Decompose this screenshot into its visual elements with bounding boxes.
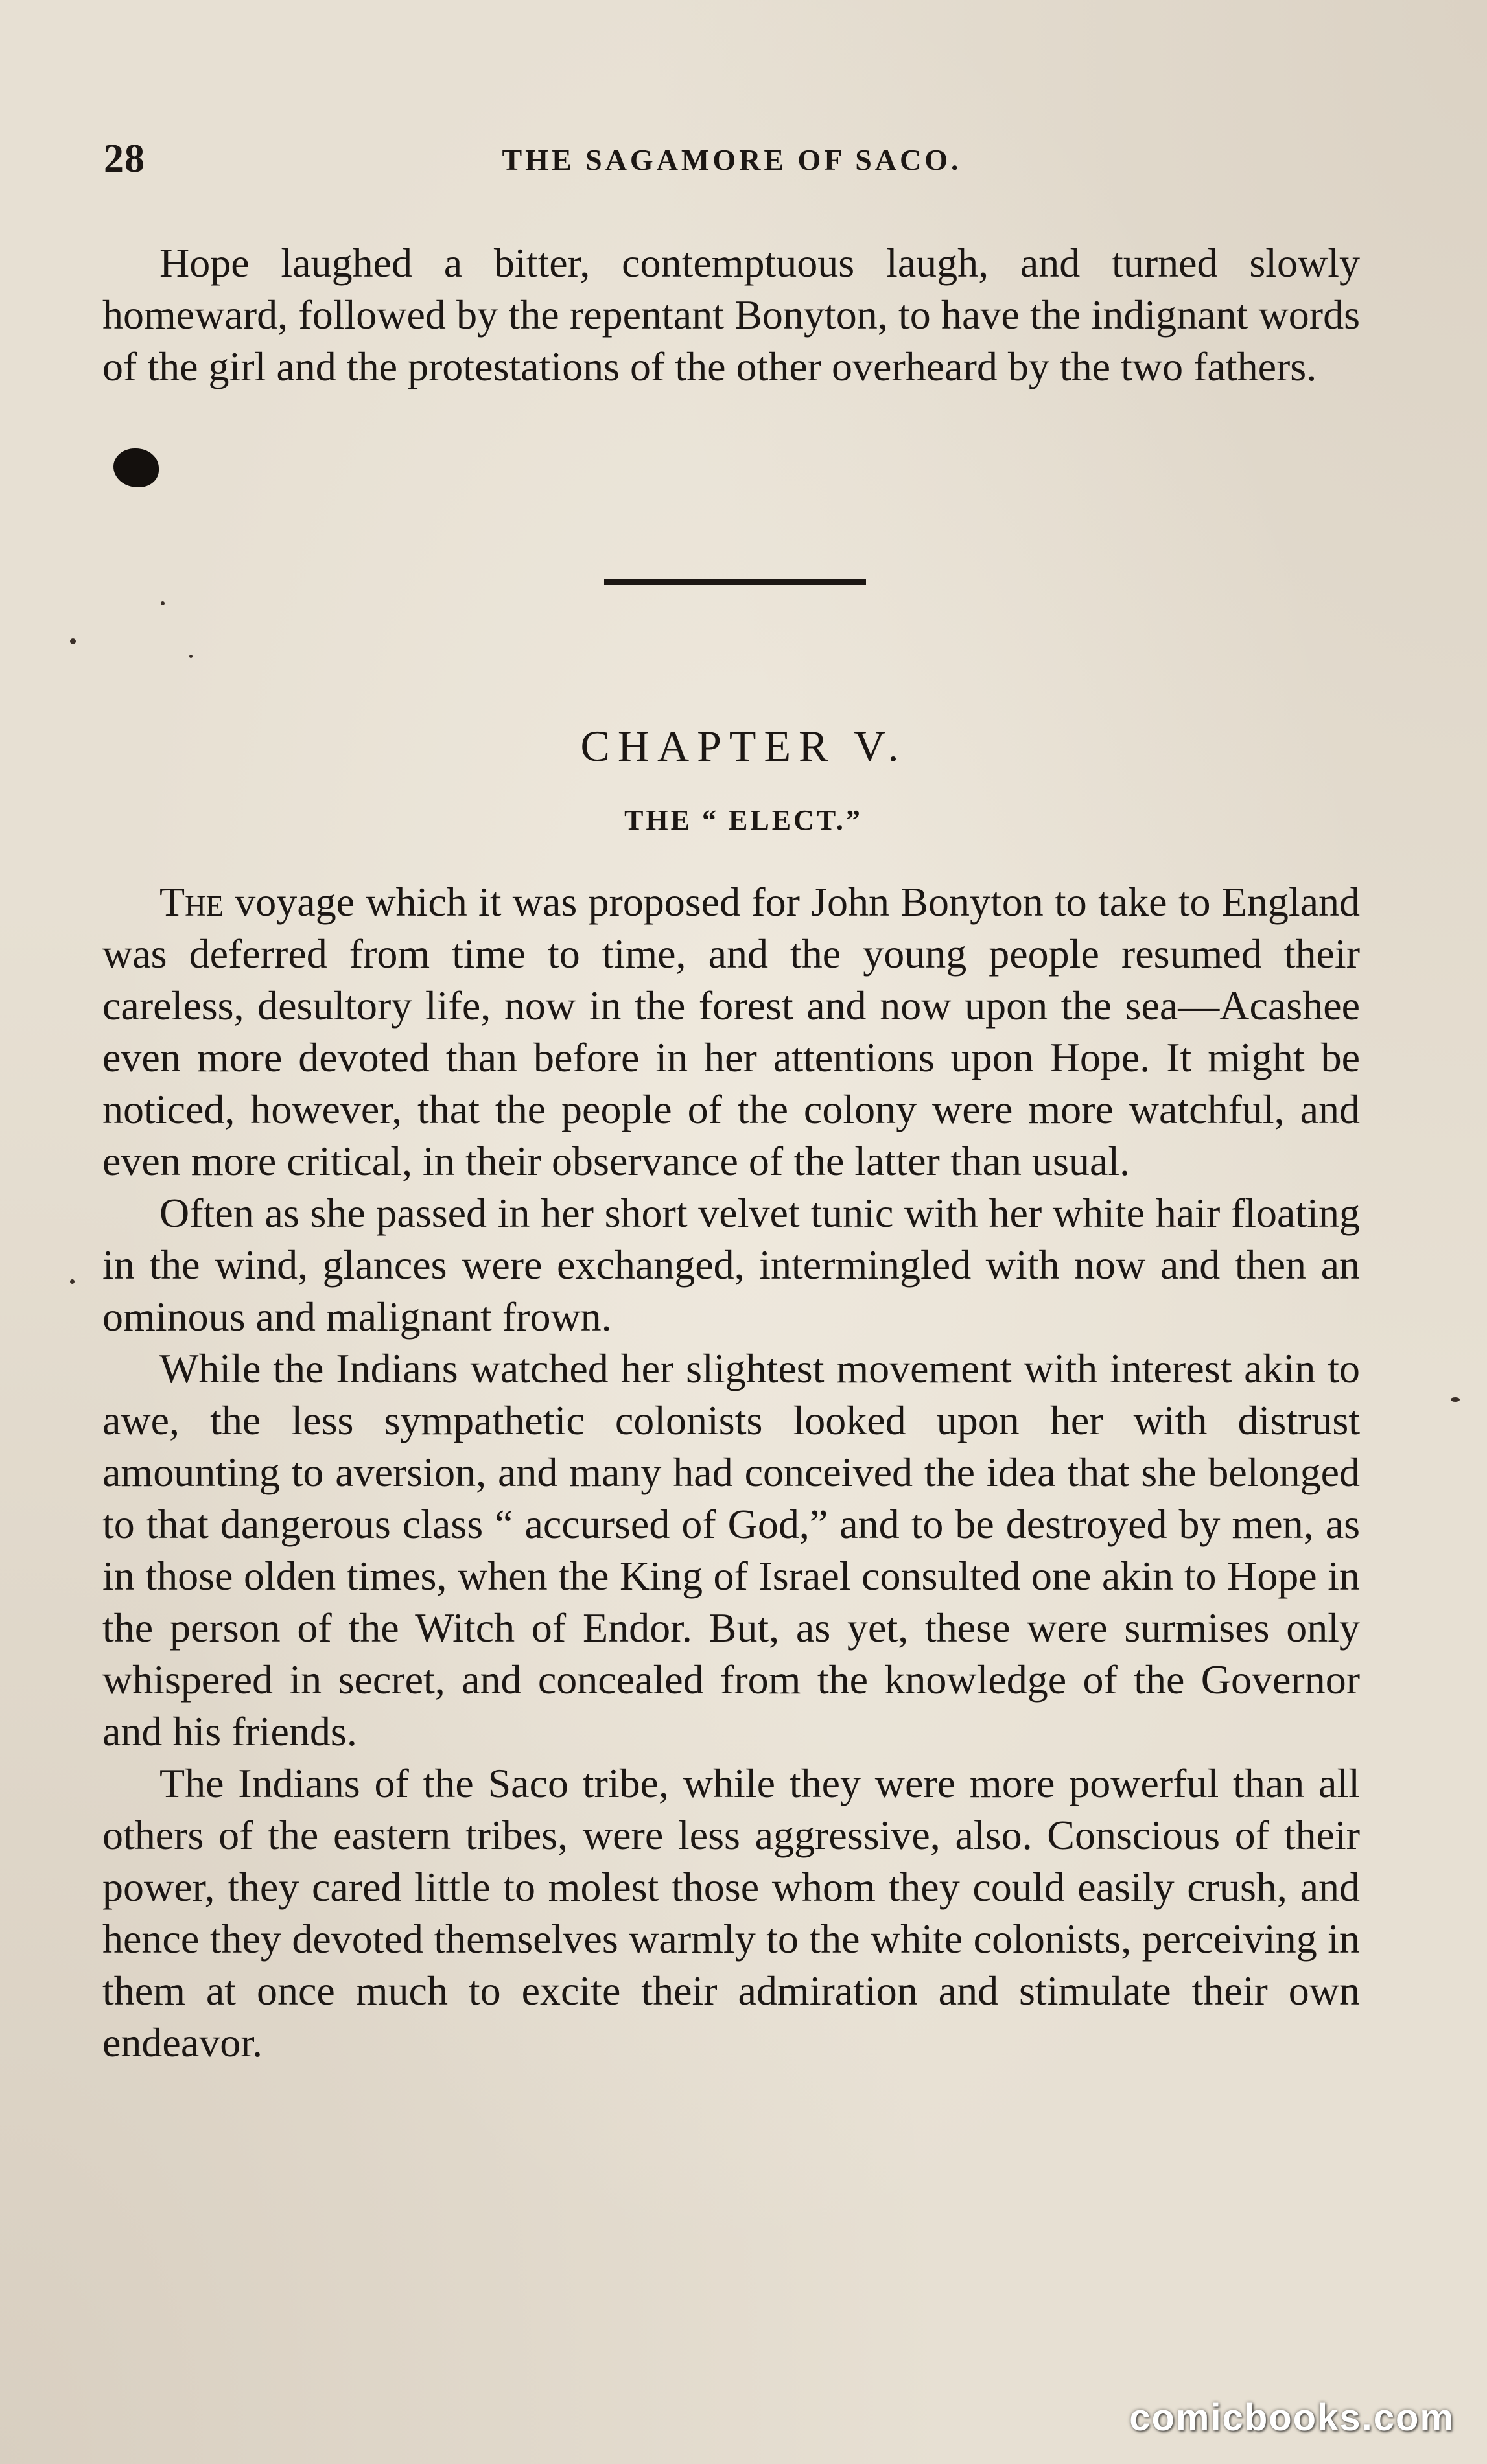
continued-text: [102, 237, 1360, 393]
chapter-subtitle: THE “ ELECT.”: [624, 804, 863, 836]
paragraph: The Indians of the Saco tribe, while they were more powerful than all others of the eastern tribes, were less aggressive, also. Conscious of their power, they cared little to molest those whom they could easily crush, and hence they devoted themselves warmly to the white colonists, perceiving in them at once much to excite their admiration and stimulate their own endeavor.: [102, 1760, 1360, 2065]
watermark-logo: comicbooks.com: [1129, 2397, 1455, 2439]
drop-word: The: [159, 879, 224, 925]
paper-speck: [70, 1279, 75, 1284]
paper-speck: [161, 601, 165, 605]
paper-speck: [189, 655, 193, 658]
ink-blot: [113, 448, 159, 487]
section-rule: [604, 579, 866, 585]
paper-speck: [1451, 1397, 1460, 1402]
paragraph: While the Indians watched her slightest movement with interest akin to awe, the less sympathetic colonists looked upon her with distrust amounting to aversion, and many had conceived the idea that she belonged to that dangerous class “ accursed of God,” and to be destroyed by men, as in those olden times, when the King of Israel consulted one akin to Hope in the person of the Witch of Endor. But, as yet, these were surmises only whispered in secret, and concealed from the knowledge of the Governor and his friends.: [102, 1345, 1360, 1754]
running-title: THE SAGAMORE OF SACO.: [502, 143, 962, 176]
chapter-heading: CHAPTER V.: [580, 721, 907, 771]
paragraph: Often as she passed in her short velvet tunic with her white hair floating in the wind, glances were exchanged, intermingled with now and then an ominous and malignant frown.: [102, 1190, 1360, 1340]
chapter-body: [102, 876, 1360, 2069]
page-number: 28: [104, 137, 145, 181]
continued-paragraph: Hope laughed a bitter, contemptuous laugh, and turned slowly homeward, followed by the repentant Bonyton, to have the indignant words of the girl and the protestations of the other overheard by the two fathers.: [102, 240, 1360, 389]
running-head: [104, 136, 1360, 188]
paper-speck: [70, 638, 76, 644]
paragraph-text: voyage which it was proposed for John Bonyton to take to England was deferred from time to time, and the young people resumed their careless, desultory life, now in the forest and now upon the sea—Acashee even more devoted than before in her attentions upon Hope. It might be noticed, however, that the people of the colony were more watchful, and even more critical, in their observance of the latter than usual.: [102, 879, 1360, 1184]
paragraph: [102, 876, 1360, 1187]
